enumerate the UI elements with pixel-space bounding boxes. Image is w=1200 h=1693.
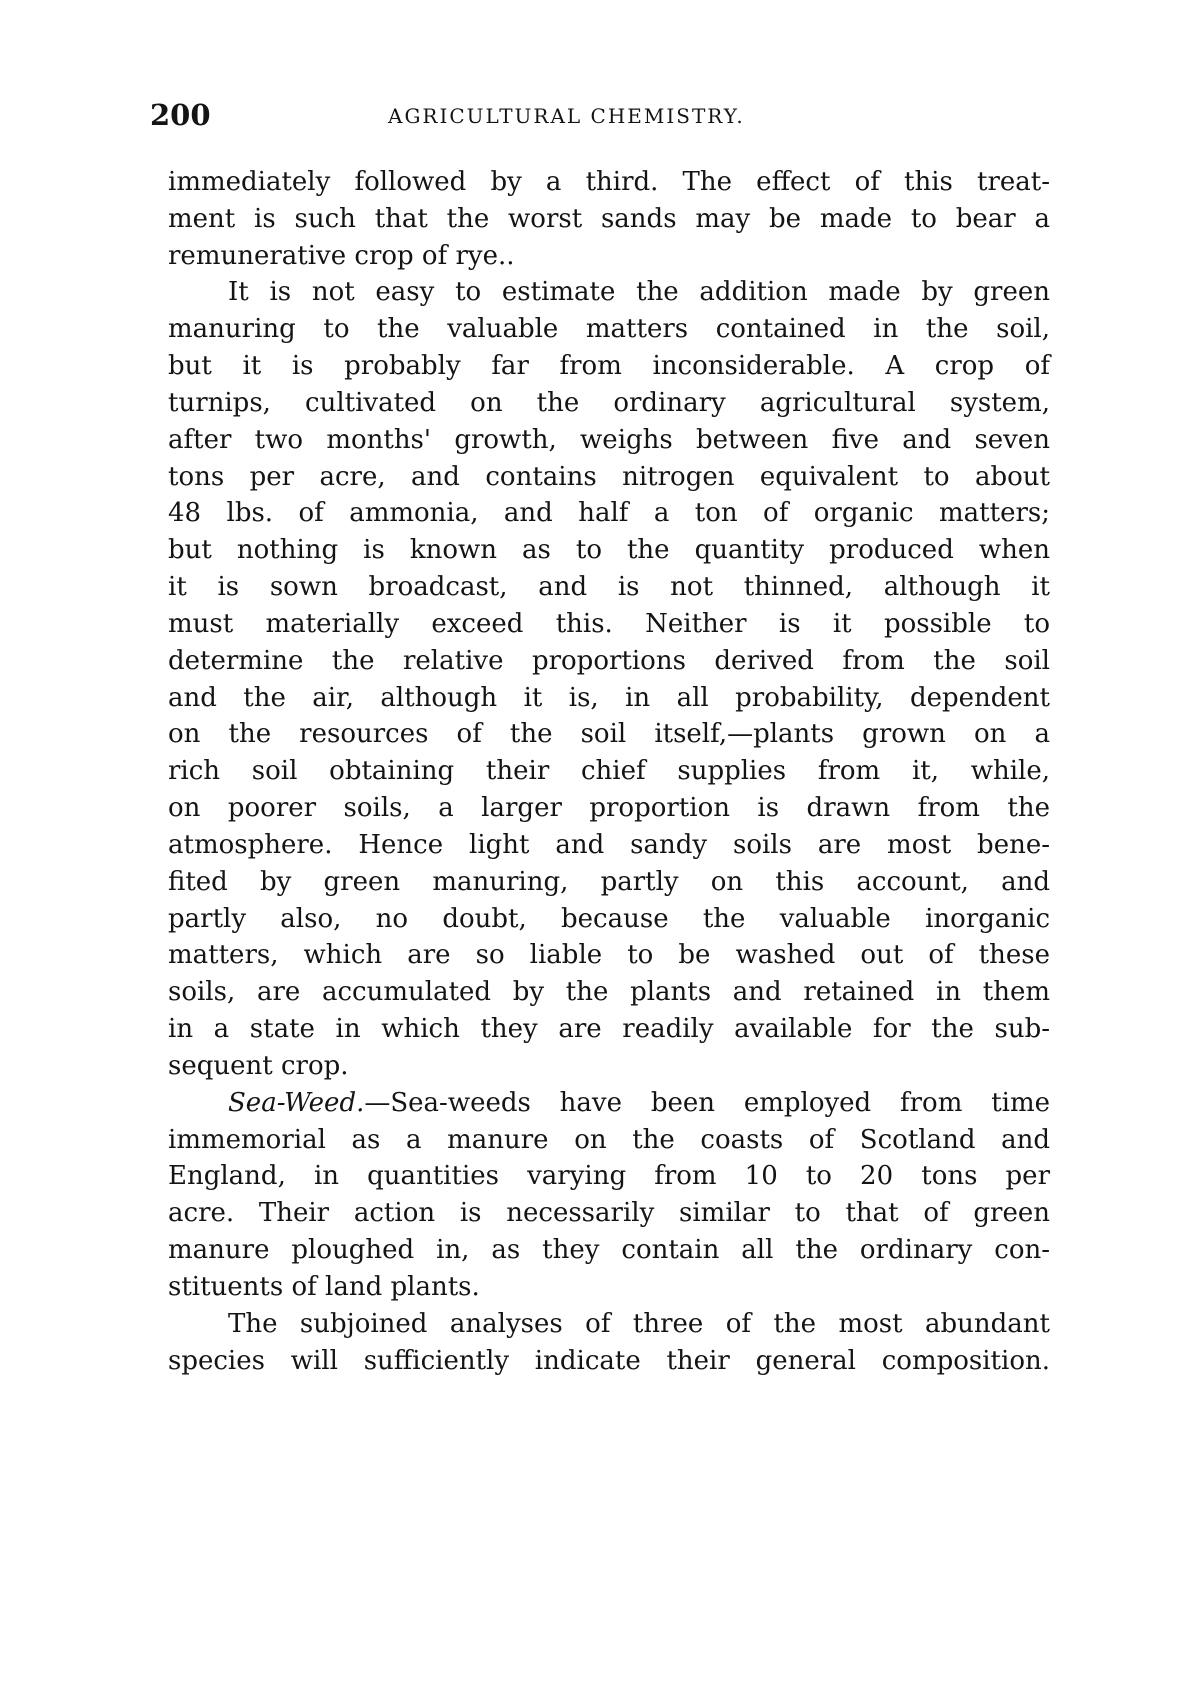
- text-line-content: [168, 680, 1050, 717]
- text-line: [168, 1158, 1050, 1195]
- line-text: soils, are accumulated by the plants and retained in them: [168, 977, 1050, 1008]
- page-number: 200: [150, 98, 211, 132]
- line-text: England, in quantities varying from 10 to 20 tons per: [168, 1161, 1050, 1192]
- text-line-content: [168, 1122, 1050, 1159]
- text-line: [168, 348, 1050, 385]
- text-line: [168, 864, 1050, 901]
- text-line: [168, 974, 1050, 1011]
- text-line-content: [168, 1011, 1050, 1048]
- text-line: [168, 1085, 1050, 1122]
- text-line-content: [168, 974, 1050, 1011]
- text-line-content: [168, 901, 1050, 938]
- text-line: [168, 164, 1050, 201]
- line-text: fited by green manuring, partly on this account, and: [168, 866, 1050, 897]
- text-line: [168, 680, 1050, 717]
- text-line: [168, 1343, 1050, 1380]
- text-line-content: [168, 606, 1050, 643]
- line-text: It is not easy to estimate the addition made by green: [228, 277, 1050, 308]
- section-heading: Sea-Weed.: [228, 1087, 365, 1118]
- line-text: rich soil obtaining their chief supplies from it, while,: [168, 756, 1050, 787]
- text-line: [168, 901, 1050, 938]
- line-text: stituents of land plants.: [168, 1271, 480, 1302]
- line-text: ment is such that the worst sands may be made to bear a: [168, 203, 1050, 234]
- text-line-content: [168, 164, 1050, 201]
- text-line-content: [168, 753, 1050, 790]
- line-text: immemorial as a manure on the coasts of Scotland and: [168, 1124, 1050, 1155]
- text-line-content: [228, 274, 1050, 311]
- text-line: [168, 311, 1050, 348]
- text-line-content: [168, 827, 1050, 864]
- text-line: [168, 716, 1050, 753]
- text-line: [168, 495, 1050, 532]
- line-text: must materially exceed this. Neither is it possible to: [168, 608, 1050, 639]
- line-text: in a state in which they are readily available for the sub-: [168, 1014, 1050, 1045]
- line-text: manure ploughed in, as they contain all the ordinary con-: [168, 1235, 1050, 1266]
- line-text: matters, which are so liable to be washed out of these: [168, 940, 1050, 971]
- text-line-content: [168, 1158, 1050, 1195]
- text-line-content: [168, 1232, 1050, 1269]
- text-line-content: [168, 348, 1050, 385]
- line-text: turnips, cultivated on the ordinary agricultural system,: [168, 387, 1050, 418]
- text-line: [168, 827, 1050, 864]
- text-line: [168, 1122, 1050, 1159]
- text-line-content: [168, 790, 1050, 827]
- text-line-content: [168, 716, 1050, 753]
- text-line: [168, 790, 1050, 827]
- text-line-content: [228, 1085, 1050, 1122]
- text-line-content: [168, 569, 1050, 606]
- line-text: but nothing is known as to the quantity produced when: [168, 535, 1050, 566]
- text-line-content: [168, 1343, 1050, 1380]
- text-line: [168, 1306, 1050, 1343]
- line-text: —Sea-weeds have been employed from time: [364, 1087, 1050, 1118]
- text-line: [168, 1048, 1050, 1085]
- text-line: [168, 1269, 1050, 1306]
- text-line: [168, 532, 1050, 569]
- text-line-content: [168, 532, 1050, 569]
- line-text: on the resources of the soil itself,—plants grown on a: [168, 719, 1050, 750]
- line-text: but it is probably far from inconsiderable. A crop of: [168, 351, 1050, 382]
- text-line: [168, 238, 1050, 275]
- text-line-content: [168, 1269, 1050, 1306]
- text-line-content: [168, 643, 1050, 680]
- line-text: atmosphere. Hence light and sandy soils are most bene-: [168, 829, 1050, 860]
- line-text: The subjoined analyses of three of the most abundant: [228, 1308, 1050, 1339]
- text-line-content: [228, 1306, 1050, 1343]
- text-line: [168, 1195, 1050, 1232]
- text-line: [168, 937, 1050, 974]
- line-text: after two months' growth, weighs between five and seven: [168, 424, 1050, 455]
- text-line-content: [168, 937, 1050, 974]
- text-line: [168, 459, 1050, 496]
- line-text: and the air, although it is, in all probability, dependent: [168, 682, 1050, 713]
- text-line: [168, 422, 1050, 459]
- text-line: [168, 753, 1050, 790]
- text-line: [168, 1232, 1050, 1269]
- text-line-content: [168, 459, 1050, 496]
- text-line-content: [168, 311, 1050, 348]
- line-text: tons per acre, and contains nitrogen equivalent to about: [168, 461, 1050, 492]
- text-line: [168, 1011, 1050, 1048]
- text-line-content: [168, 495, 1050, 532]
- line-text: 48 lbs. of ammonia, and half a ton of organic matters;: [168, 498, 1050, 529]
- line-text: determine the relative proportions derived from the soil: [168, 645, 1050, 676]
- line-text: remunerative crop of rye..: [168, 240, 515, 271]
- text-line: [168, 201, 1050, 238]
- line-text: on poorer soils, a larger proportion is drawn from the: [168, 793, 1050, 824]
- text-line-content: [168, 238, 1050, 275]
- running-title: AGRICULTURAL CHEMISTRY.: [388, 104, 745, 128]
- text-line-content: [168, 201, 1050, 238]
- line-text: acre. Their action is necessarily similar to that of green: [168, 1198, 1050, 1229]
- line-text: partly also, no doubt, because the valuable inorganic: [168, 903, 1050, 934]
- line-text: manuring to the valuable matters contained in the soil,: [168, 314, 1050, 345]
- line-text: species will sufficiently indicate their general composition.: [168, 1345, 1050, 1376]
- text-line-content: [168, 1195, 1050, 1232]
- text-line: [168, 385, 1050, 422]
- text-line: [168, 569, 1050, 606]
- text-line-content: [168, 864, 1050, 901]
- text-line: [168, 643, 1050, 680]
- line-text: sequent crop.: [168, 1050, 349, 1081]
- text-line: [168, 274, 1050, 311]
- line-text: immediately followed by a third. The effect of this treat-: [168, 167, 1050, 197]
- body-text: [168, 164, 1050, 1379]
- text-line-content: [168, 422, 1050, 459]
- text-line-content: [168, 385, 1050, 422]
- text-line-content: [168, 1048, 1050, 1085]
- line-text: it is sown broadcast, and is not thinned, although it: [168, 572, 1050, 603]
- text-line: [168, 606, 1050, 643]
